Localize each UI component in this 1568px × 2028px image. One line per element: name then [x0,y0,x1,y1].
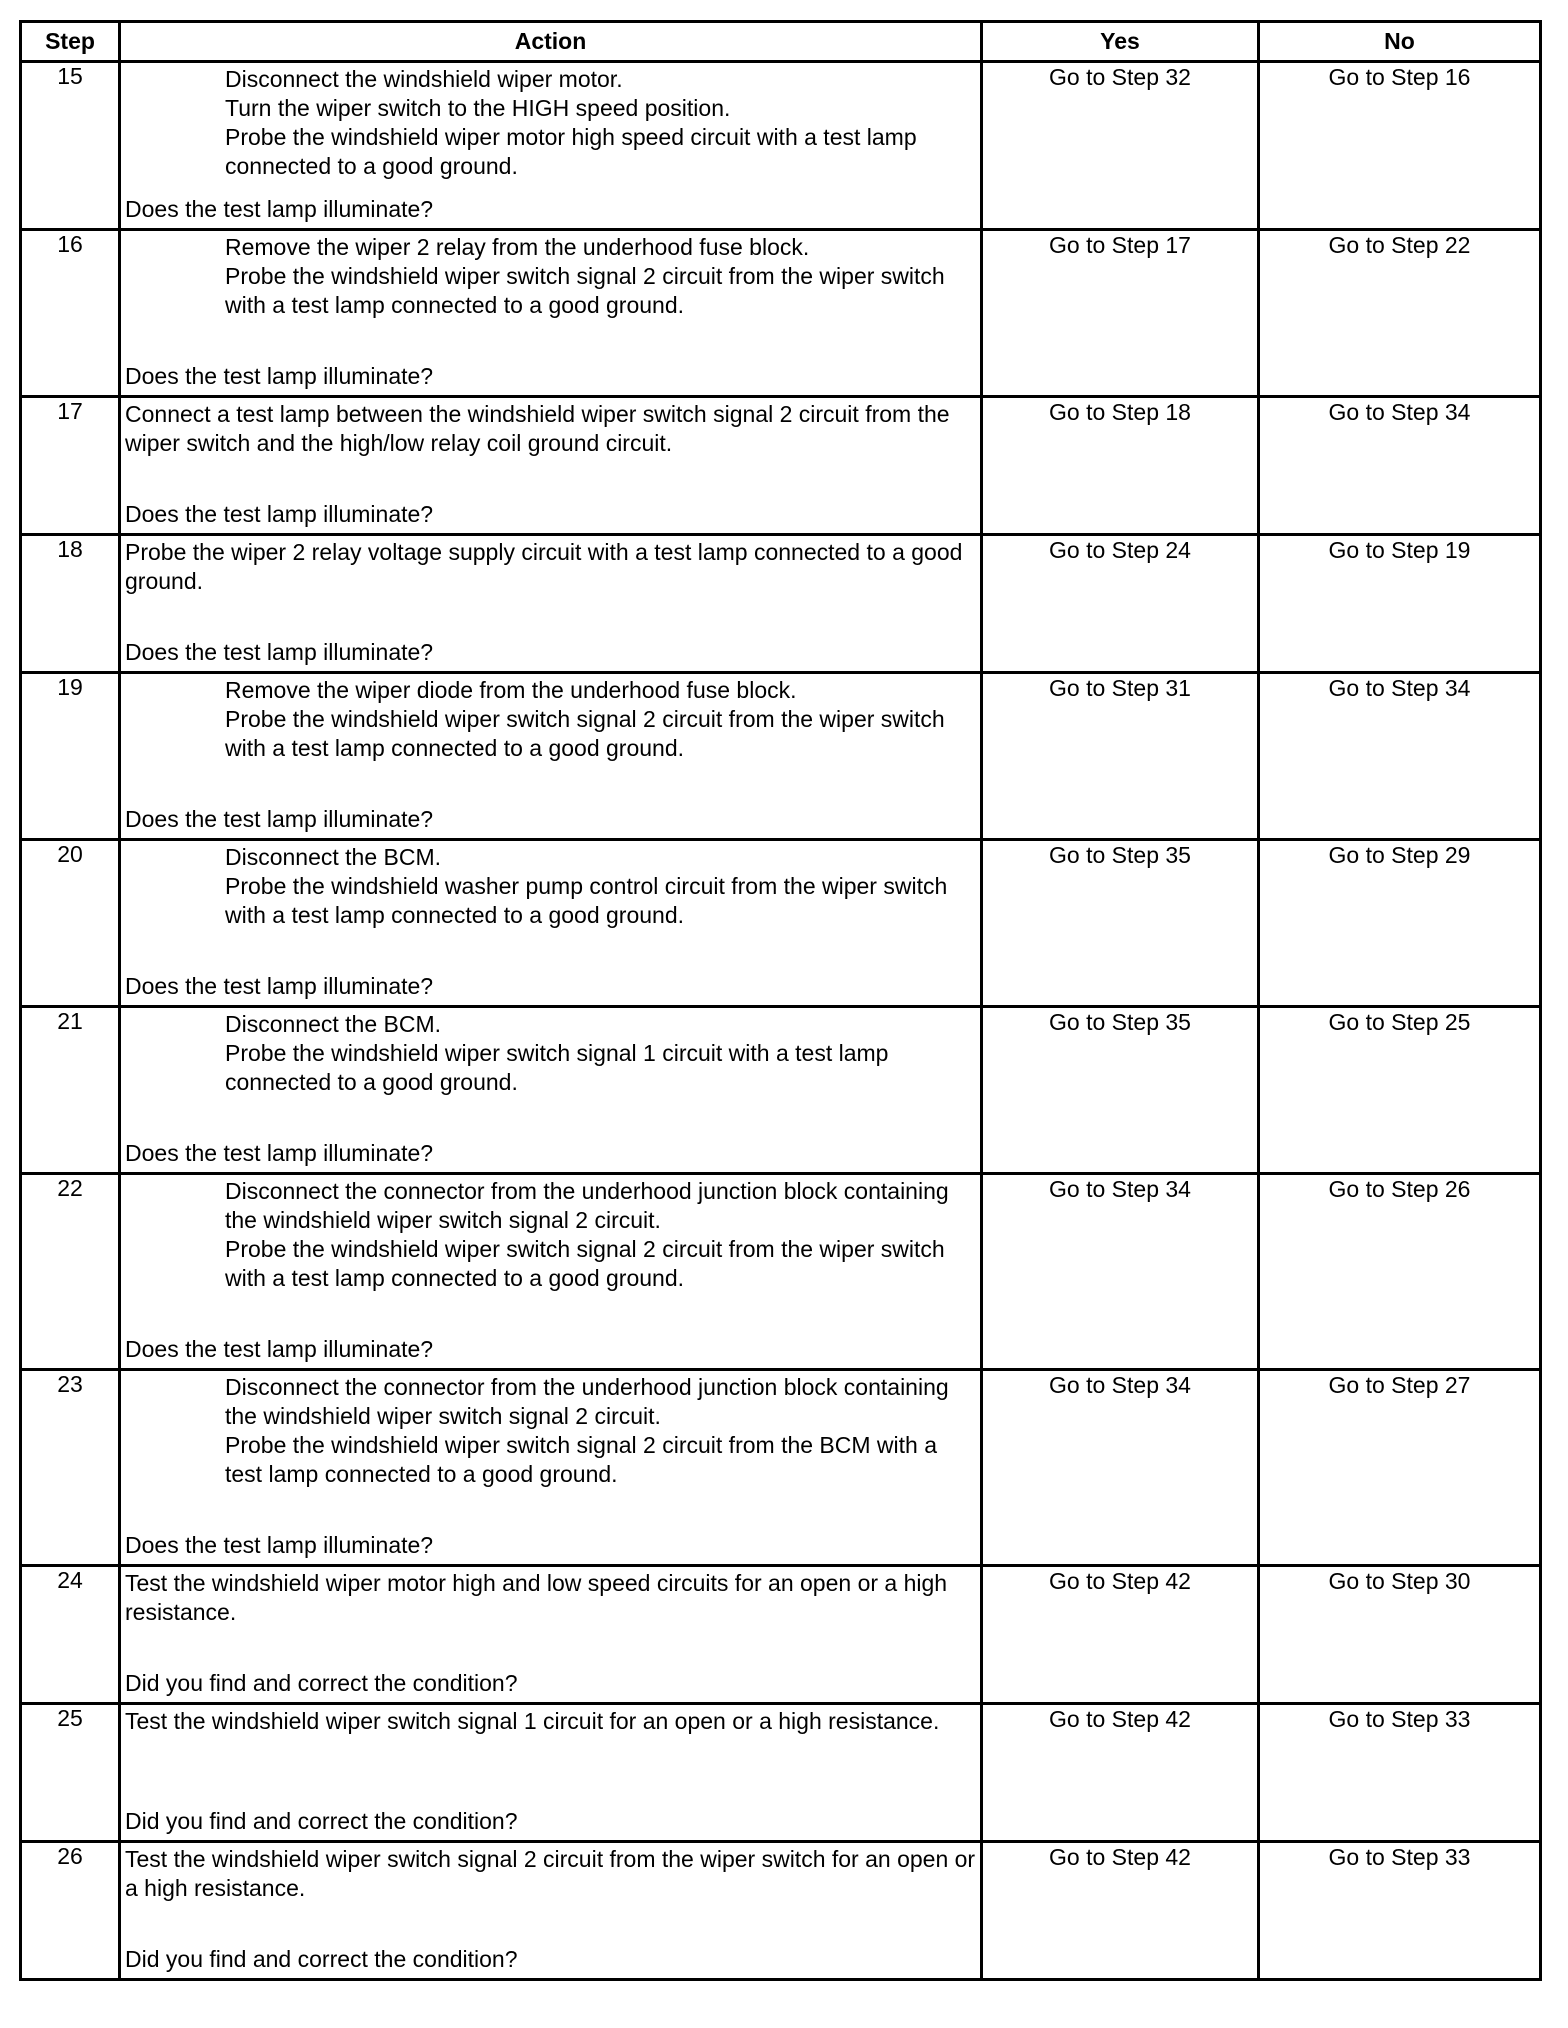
table-row [21,1007,1541,1174]
action-instructions [125,400,976,458]
action-instructions [125,65,976,181]
action-line: Disconnect the BCM. [225,1011,442,1037]
action-instructions [125,1845,976,1903]
action-cell [120,230,982,397]
header-step: Step [21,22,120,62]
table-row [21,230,1541,397]
action-question: Does the test lamp illuminate? [125,1336,434,1362]
action-line: Probe the windshield wiper switch signal 2 circuit from the wiper switch with a test lamp connected to a good ground. [225,263,945,318]
action-line: Turn the wiper switch to the HIGH speed position. [225,95,731,121]
header-no: No [1259,22,1541,62]
header-yes: Yes [982,22,1259,62]
action-question: Does the test lamp illuminate? [125,501,434,527]
action-cell [120,840,982,1007]
action-instructions [125,1707,976,1736]
action-question: Does the test lamp illuminate? [125,639,434,665]
action-line: Test the windshield wiper switch signal 1 circuit for an open or a high resistance. [125,1708,940,1734]
action-cell [120,397,982,535]
no-result: Go to Step 29 [1259,840,1541,1007]
action-instructions [125,676,976,763]
table-row [21,673,1541,840]
action-cell [120,62,982,230]
no-result: Go to Step 16 [1259,62,1541,230]
no-result: Go to Step 33 [1259,1704,1541,1842]
no-result: Go to Step 34 [1259,397,1541,535]
table-row [21,1842,1541,1980]
step-number: 25 [21,1704,120,1842]
table-row [21,1566,1541,1704]
step-number: 22 [21,1174,120,1370]
action-cell [120,673,982,840]
no-result: Go to Step 34 [1259,673,1541,840]
no-result: Go to Step 22 [1259,230,1541,397]
no-result: Go to Step 33 [1259,1842,1541,1980]
table-body [21,62,1541,1980]
header-action: Action [120,22,982,62]
step-number: 23 [21,1370,120,1566]
yes-result: Go to Step 42 [982,1842,1259,1980]
table-row [21,62,1541,230]
header-row [21,22,1541,62]
yes-result: Go to Step 34 [982,1174,1259,1370]
action-line: Disconnect the connector from the underhood junction block containing the windshield wiper switch signal 2 circuit. [225,1374,949,1429]
no-result: Go to Step 19 [1259,535,1541,673]
action-question: Does the test lamp illuminate? [125,1532,434,1558]
step-number: 16 [21,230,120,397]
action-question: Does the test lamp illuminate? [125,363,434,389]
no-result: Go to Step 27 [1259,1370,1541,1566]
no-result: Go to Step 30 [1259,1566,1541,1704]
action-question: Did you find and correct the condition? [125,1670,518,1696]
action-instructions [125,538,976,596]
action-line: Test the windshield wiper switch signal 2 circuit from the wiper switch for an open or a high resistance. [125,1846,976,1901]
step-number: 19 [21,673,120,840]
action-line: Probe the wiper 2 relay voltage supply circuit with a test lamp connected to a good ground. [125,539,963,594]
step-number: 17 [21,397,120,535]
step-number: 21 [21,1007,120,1174]
action-line: Disconnect the windshield wiper motor. [225,66,623,92]
table-row [21,1174,1541,1370]
table-row [21,535,1541,673]
action-question: Did you find and correct the condition? [125,1946,518,1972]
action-instructions [125,1569,976,1627]
no-result: Go to Step 25 [1259,1007,1541,1174]
action-instructions [125,233,976,320]
action-line: Probe the windshield wiper switch signal 1 circuit with a test lamp connected to a good ground. [225,1040,889,1095]
step-number: 26 [21,1842,120,1980]
yes-result: Go to Step 24 [982,535,1259,673]
yes-result: Go to Step 34 [982,1370,1259,1566]
action-line: Remove the wiper 2 relay from the underhood fuse block. [225,234,810,260]
action-cell [120,1174,982,1370]
action-question: Does the test lamp illuminate? [125,1140,434,1166]
yes-result: Go to Step 31 [982,673,1259,840]
yes-result: Go to Step 42 [982,1566,1259,1704]
action-cell [120,1566,982,1704]
action-line: Probe the windshield wiper switch signal 2 circuit from the wiper switch with a test lamp connected to a good ground. [225,1236,945,1291]
action-cell [120,535,982,673]
table-row [21,840,1541,1007]
step-number: 15 [21,62,120,230]
action-cell [120,1842,982,1980]
action-question: Does the test lamp illuminate? [125,806,434,832]
action-line: Probe the windshield wiper switch signal 2 circuit from the BCM with a test lamp connected to a good ground. [225,1432,938,1487]
action-cell [120,1370,982,1566]
action-instructions [125,1373,976,1489]
yes-result: Go to Step 35 [982,840,1259,1007]
action-question: Does the test lamp illuminate? [125,196,434,222]
action-cell [120,1704,982,1842]
action-line: Disconnect the connector from the underhood junction block containing the windshield wiper switch signal 2 circuit. [225,1178,949,1233]
yes-result: Go to Step 42 [982,1704,1259,1842]
diagnostic-table [19,20,1542,1981]
table-row [21,1370,1541,1566]
step-number: 24 [21,1566,120,1704]
action-line: Remove the wiper diode from the underhood fuse block. [225,677,797,703]
yes-result: Go to Step 17 [982,230,1259,397]
action-question: Did you find and correct the condition? [125,1808,518,1834]
action-line: Probe the windshield wiper switch signal 2 circuit from the wiper switch with a test lamp connected to a good ground. [225,706,945,761]
no-result: Go to Step 26 [1259,1174,1541,1370]
action-instructions [125,1177,976,1293]
action-instructions [125,843,976,930]
step-number: 18 [21,535,120,673]
action-cell [120,1007,982,1174]
table-row [21,1704,1541,1842]
action-line: Test the windshield wiper motor high and low speed circuits for an open or a high resistance. [125,1570,948,1625]
step-number: 20 [21,840,120,1007]
yes-result: Go to Step 32 [982,62,1259,230]
action-line: Probe the windshield washer pump control circuit from the wiper switch with a test lamp connected to a good ground. [225,873,948,928]
action-instructions [125,1010,976,1097]
yes-result: Go to Step 18 [982,397,1259,535]
table-row [21,397,1541,535]
action-line: Probe the windshield wiper motor high speed circuit with a test lamp connected to a good ground. [225,124,917,179]
action-question: Does the test lamp illuminate? [125,973,434,999]
action-line: Connect a test lamp between the windshield wiper switch signal 2 circuit from the wiper switch and the high/low relay coil ground circuit. [125,401,950,456]
action-line: Disconnect the BCM. [225,844,442,870]
yes-result: Go to Step 35 [982,1007,1259,1174]
